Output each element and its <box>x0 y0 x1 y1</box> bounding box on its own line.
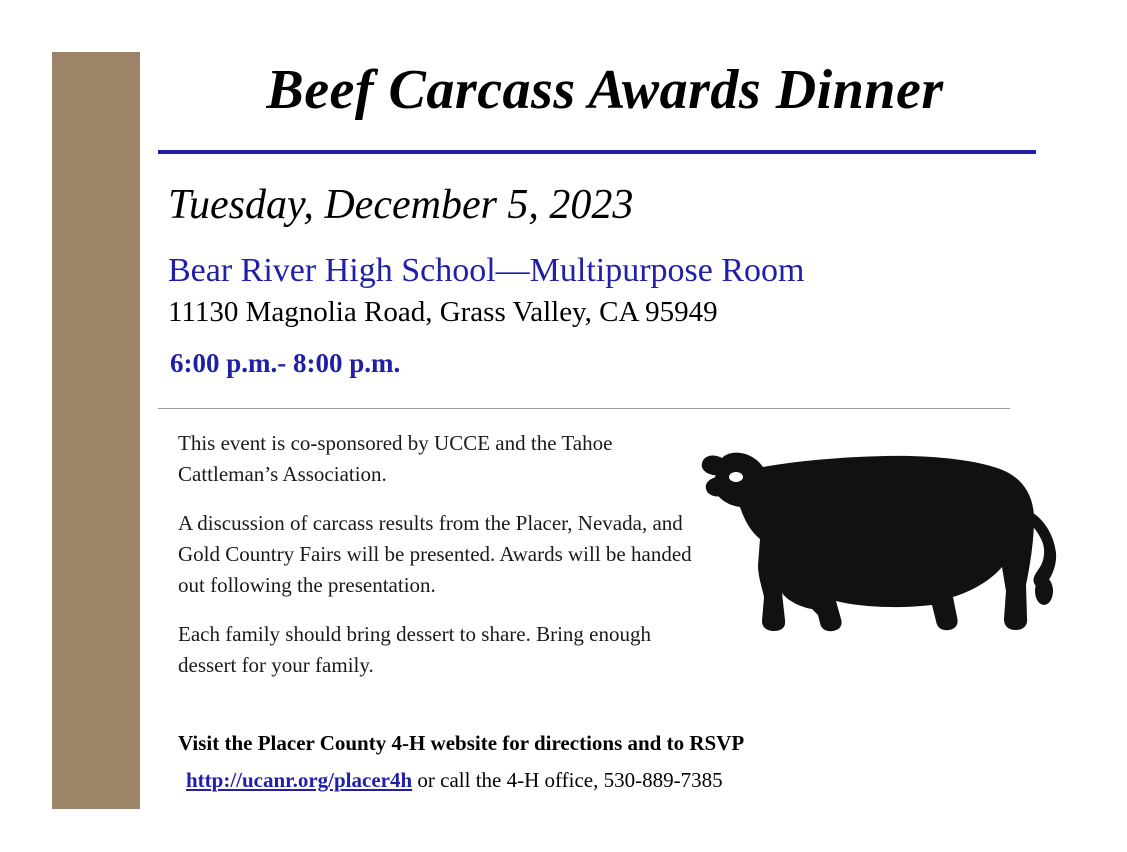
cta-line <box>178 765 938 797</box>
title-divider <box>158 150 1036 154</box>
section-divider <box>158 408 1010 409</box>
page-title: Beef Carcass Awards Dinner <box>266 59 944 121</box>
decorative-side-bar <box>52 52 140 809</box>
event-date: Tuesday, December 5, 2023 <box>168 182 634 228</box>
cow-silhouette-icon <box>700 415 1080 665</box>
event-time: 6:00 p.m.- 8:00 p.m. <box>170 348 401 378</box>
cta-heading: Visit the Placer County 4-H website for directions and to RSVP <box>178 731 745 755</box>
event-address: 11130 Magnolia Road, Grass Valley, CA 95949 <box>168 296 718 328</box>
event-description <box>178 428 698 700</box>
call-to-action <box>178 728 938 796</box>
event-venue: Bear River High School—Multipurpose Room <box>168 252 805 289</box>
description-paragraph: This event is co-sponsored by UCCE and the Tahoe Cattleman’s Association. <box>178 431 613 487</box>
website-link[interactable]: http://ucanr.org/placer4h <box>186 767 413 792</box>
description-paragraph: Each family should bring dessert to share. Bring enough dessert for your family. <box>178 622 651 678</box>
cta-phone-text: or call the 4-H office, 530-889-7385 <box>412 767 723 792</box>
description-paragraph: A discussion of carcass results from the Placer, Nevada, and Gold Country Fairs will be presented. Awards will be handed out following the presentation. <box>178 511 692 598</box>
